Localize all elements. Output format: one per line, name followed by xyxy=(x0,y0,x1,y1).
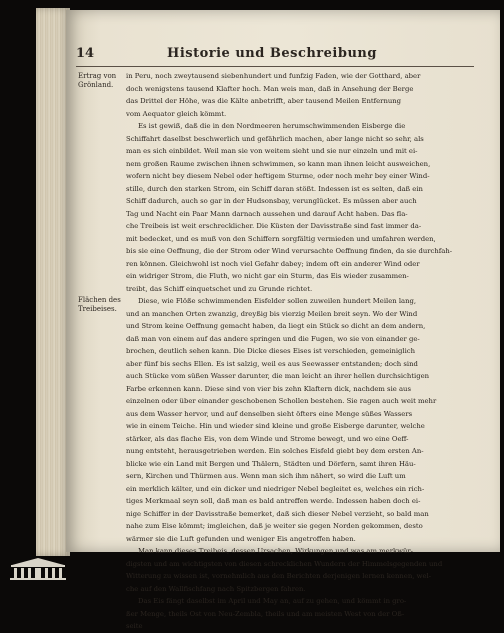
body-line: Man kann dieses Treibeis, dessen Ursachen, Wirkungen und was am merkwür- xyxy=(138,547,413,555)
body-line: seite xyxy=(126,622,143,630)
body-line: sern, Kirchen und Thürmen aus. Wenn man sich ihm nähert, so wird die Luft um xyxy=(126,472,406,480)
body-line: und Strom keine Oeffnung gemacht haben, da liegt ein Stück so dicht an dem andern, xyxy=(126,322,426,330)
body-line: nem großen Raume zwischen ihnen schwimmen, so kann man ihnen leicht ausweichen, xyxy=(126,159,431,168)
body-line: nige Schiffer in der Davisstraße bemerket, daß sich dieser Nebel verzieht, so bald man xyxy=(126,509,429,518)
body-line: blicke wie ein Land mit Bergen und Thälern, Städten und Dörfern, samt ihren Häu- xyxy=(126,459,416,468)
margin-note-line: Treibeises. xyxy=(78,304,117,313)
body-line: stille, durch den starken Strom, ein Schiff daran stößt. Indessen ist es selten, daß ein xyxy=(126,184,423,193)
body-line: das Drittel der Höhe, was die Kälte anbetrifft, aber tausend Meilen Entfernung xyxy=(126,97,402,105)
body-line: ein merklich kälter, und ein dicker und niedriger Nebel begleitet es, welches ein rich- xyxy=(126,484,425,493)
body-line: digsten und am wichtigsten von diesen schrecklichen Wundern der Himmelsgegenden und xyxy=(126,559,443,568)
body-line: nahe zum Eise kömmt; imgleichen, daß je weiter sie gegen Norden gekommen, desto xyxy=(126,522,423,530)
body-line: brochen, deutlich sehen kann. Die Dicke dieses Eises ist verschieden, gemeiniglich xyxy=(126,347,416,355)
body-line: einzelnen oder über einander geschobenen Schollen bestehen. Sie ragen auch weit mehr xyxy=(126,397,437,405)
body-line: Diese, wie Flöße schwimmenden Eisfelder sollen zuweilen hundert Meilen lang, xyxy=(138,297,417,305)
body-line: mit bedecket, und es muß von den Schiffern sorgfältig vermieden und umfahren werden, xyxy=(126,234,436,243)
body-line: treibt, das Schiff einquetschet und zu Grunde richtet. xyxy=(126,284,313,293)
body-text-block xyxy=(126,70,476,633)
body-line: ßer Menge, theils Ost von Neu-Zembla, theils und am meisten West von der Oß- xyxy=(126,609,405,618)
body-line: Schiff dadurch, auch so gar in der Hudsonsbay, verunglücket. Es müssen aber auch xyxy=(126,197,417,205)
margin-note-groenland xyxy=(78,72,120,89)
body-line: stärker, als das flache Eis, von dem Winde und Strome bewegt, und wo eine Oeff- xyxy=(126,434,409,443)
body-line: Farbe erkennen kann. Diese sind von vier bis zehn Klaftern dick, nachdem sie aus xyxy=(126,384,411,393)
margin-note-treibeis xyxy=(78,296,120,313)
page-number: 14 xyxy=(76,46,95,61)
book-page-edges xyxy=(36,8,70,556)
body-line: Tag und Nacht ein Paar Mann darnach aussehen und darauf Acht haben. Das fla- xyxy=(126,209,408,218)
body-line: ren können. Gleichwohl ist noch viel Gefahr dabey; indem oft ein anderer Wind oder xyxy=(126,259,420,268)
body-line: daß man von einem auf das andere springen und die Fugen, wo sie von einander ge- xyxy=(126,334,420,343)
building-logo-icon xyxy=(6,556,70,582)
running-header xyxy=(76,46,468,64)
body-line: bis sie eine Oeffnung, die der Strom oder Wind verursachte Oeffnung finden, da sie durchfah- xyxy=(126,247,453,255)
margin-note-line: Grönland. xyxy=(78,80,114,89)
body-line: vom Aequator gleich kömmt. xyxy=(126,109,227,118)
body-line: Schiffahrt daselbst beschwerlich und gefährlich machen, aber lange nicht so sehr, als xyxy=(126,134,424,143)
body-line: wofern nicht bey diesem Nebel oder heftigem Sturme, oder noch mehr bey einer Wind- xyxy=(126,172,430,180)
body-line: aus dem Wasser hervor, und auf denselben sieht öfters eine Menge süßes Wassers xyxy=(126,409,413,418)
body-line: wie in einem Teiche. Hin und wieder sind kleine und große Eisberge darunter, welche xyxy=(126,422,425,430)
body-line: wärmer sie die Luft gefunden und weniger Eis angetroffen haben. xyxy=(126,534,356,543)
body-line: auch Stücke vom süßen Wasser darunter, die man leicht an ihrer hellen durchsichtigen xyxy=(126,372,430,380)
body-line: Das Eis fängt daselbst im April und May an, auf zu gehen, und kömmt in gro- xyxy=(138,597,407,605)
body-line: che auf den Wallfischfang nach Spitzbergen fahren. xyxy=(126,584,306,593)
margin-note-line: Flächen des xyxy=(78,296,121,304)
body-line: nung entsteht, herausgetrieben werden. Ein solches Eisfeld giebt bey dem ersten An- xyxy=(126,447,424,455)
body-line: Es ist gewiß, daß die in den Nordmeeren herumschwimmenden Eisberge die xyxy=(138,122,406,130)
body-line: tiges Merkmaal seyn soll, daß man es bald antreffen werde. Indessen haben doch ei- xyxy=(126,497,421,505)
body-line: Witterung zu wissen ist, vornehmlich aus den Berichten derjenigen lernen kennen, wel- xyxy=(126,572,432,580)
body-line: in Peru, noch zweytausend siebenhundert und funfzig Faden, wie der Gotthard, aber xyxy=(126,72,421,80)
header-rule xyxy=(76,66,474,67)
page-header-title: Historie und Beschreibung xyxy=(167,46,377,61)
margin-note-line: Ertrag von xyxy=(78,72,117,80)
body-line: doch wenigstens tausend Klafter hoch. Man weis man, daß in Ansehung der Berge xyxy=(126,84,414,93)
body-line: und an manchen Orten zwanzig, dreyßig bis vierzig Meilen breit seyn. Wo der Wind xyxy=(126,309,418,318)
body-line: che Treibeis ist weit erschrecklicher. Die Küsten der Davisstraße sind fast immer da- xyxy=(126,222,422,230)
body-line: ein widriger Strom, die Fluth, wo nicht gar ein Sturm, das Eis wieder zusammen- xyxy=(126,272,409,280)
body-line: aber fünf bis sechs Ellen. Es ist salzig, weil es aus Seewasser entstanden; doch sind xyxy=(126,359,418,368)
body-line: man es sich einbildet. Weil man sie von weitem sieht und sie nur einzeln und mit ei- xyxy=(126,147,418,155)
